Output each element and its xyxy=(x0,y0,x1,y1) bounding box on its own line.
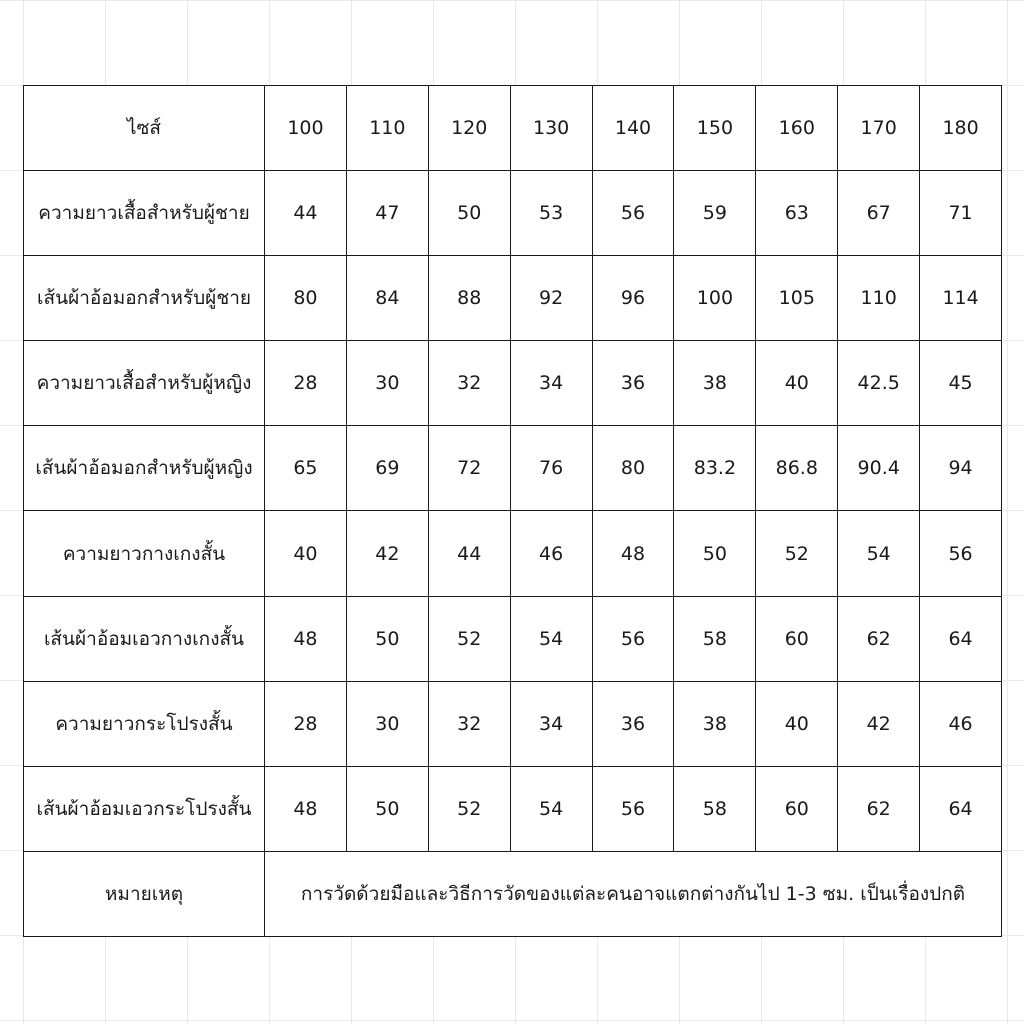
value-cell[interactable]: 48 xyxy=(592,511,674,596)
table-row xyxy=(24,681,1002,766)
value-cell[interactable]: 71 xyxy=(920,171,1002,256)
value-cell[interactable]: 59 xyxy=(674,171,756,256)
value-cell[interactable]: 30 xyxy=(346,341,428,426)
row-label-cell[interactable]: เส้นผ้าอ้อมเอวกระโปรงสั้น xyxy=(24,766,265,851)
row-label-cell[interactable]: ความยาวกางเกงสั้น xyxy=(24,511,265,596)
header-label-cell[interactable]: ไซส์ xyxy=(24,86,265,171)
value-cell[interactable]: 44 xyxy=(265,171,347,256)
value-cell[interactable]: 50 xyxy=(428,171,510,256)
value-cell[interactable]: 30 xyxy=(346,681,428,766)
value-cell[interactable]: 83.2 xyxy=(674,426,756,511)
value-cell[interactable]: 90.4 xyxy=(838,426,920,511)
value-cell[interactable]: 92 xyxy=(510,256,592,341)
value-cell[interactable]: 56 xyxy=(592,596,674,681)
value-cell[interactable]: 69 xyxy=(346,426,428,511)
value-cell[interactable]: 40 xyxy=(756,681,838,766)
value-cell[interactable]: 67 xyxy=(838,171,920,256)
note-label-cell[interactable]: หมายเหตุ xyxy=(24,851,265,936)
row-label-cell[interactable]: เส้นผ้าอ้อมเอวกางเกงสั้น xyxy=(24,596,265,681)
row-label-cell[interactable]: เส้นผ้าอ้อมอกสำหรับผู้หญิง xyxy=(24,426,265,511)
value-cell[interactable]: 110 xyxy=(838,256,920,341)
value-cell[interactable]: 80 xyxy=(592,426,674,511)
value-cell[interactable]: 36 xyxy=(592,681,674,766)
size-header-cell[interactable]: 150 xyxy=(674,86,756,171)
value-cell[interactable]: 86.8 xyxy=(756,426,838,511)
value-cell[interactable]: 56 xyxy=(920,511,1002,596)
size-chart-body xyxy=(24,86,1002,937)
value-cell[interactable]: 42 xyxy=(346,511,428,596)
value-cell[interactable]: 96 xyxy=(592,256,674,341)
row-label-cell[interactable]: เส้นผ้าอ้อมอกสำหรับผู้ชาย xyxy=(24,256,265,341)
table-row xyxy=(24,256,1002,341)
value-cell[interactable]: 32 xyxy=(428,681,510,766)
value-cell[interactable]: 50 xyxy=(346,766,428,851)
size-header-cell[interactable]: 170 xyxy=(838,86,920,171)
value-cell[interactable]: 56 xyxy=(592,171,674,256)
value-cell[interactable]: 48 xyxy=(265,766,347,851)
value-cell[interactable]: 65 xyxy=(265,426,347,511)
value-cell[interactable]: 76 xyxy=(510,426,592,511)
value-cell[interactable]: 64 xyxy=(920,766,1002,851)
value-cell[interactable]: 54 xyxy=(838,511,920,596)
value-cell[interactable]: 46 xyxy=(510,511,592,596)
value-cell[interactable]: 50 xyxy=(346,596,428,681)
size-chart-table xyxy=(23,85,1002,937)
value-cell[interactable]: 72 xyxy=(428,426,510,511)
size-header-cell[interactable]: 110 xyxy=(346,86,428,171)
row-label-cell[interactable]: ความยาวกระโปรงสั้น xyxy=(24,681,265,766)
table-row xyxy=(24,341,1002,426)
value-cell[interactable]: 88 xyxy=(428,256,510,341)
value-cell[interactable]: 36 xyxy=(592,341,674,426)
value-cell[interactable]: 52 xyxy=(428,766,510,851)
size-header-cell[interactable]: 160 xyxy=(756,86,838,171)
value-cell[interactable]: 64 xyxy=(920,596,1002,681)
value-cell[interactable]: 54 xyxy=(510,596,592,681)
value-cell[interactable]: 42 xyxy=(838,681,920,766)
value-cell[interactable]: 42.5 xyxy=(838,341,920,426)
value-cell[interactable]: 52 xyxy=(428,596,510,681)
value-cell[interactable]: 58 xyxy=(674,596,756,681)
value-cell[interactable]: 80 xyxy=(265,256,347,341)
value-cell[interactable]: 56 xyxy=(592,766,674,851)
value-cell[interactable]: 114 xyxy=(920,256,1002,341)
value-cell[interactable]: 105 xyxy=(756,256,838,341)
value-cell[interactable]: 47 xyxy=(346,171,428,256)
size-header-cell[interactable]: 120 xyxy=(428,86,510,171)
value-cell[interactable]: 28 xyxy=(265,681,347,766)
table-row xyxy=(24,511,1002,596)
value-cell[interactable]: 94 xyxy=(920,426,1002,511)
row-label-cell[interactable]: ความยาวเสื้อสำหรับผู้หญิง xyxy=(24,341,265,426)
value-cell[interactable]: 45 xyxy=(920,341,1002,426)
value-cell[interactable]: 38 xyxy=(674,681,756,766)
size-header-cell[interactable]: 100 xyxy=(265,86,347,171)
value-cell[interactable]: 38 xyxy=(674,341,756,426)
note-row xyxy=(24,851,1002,936)
header-row xyxy=(24,86,1002,171)
value-cell[interactable]: 84 xyxy=(346,256,428,341)
value-cell[interactable]: 63 xyxy=(756,171,838,256)
value-cell[interactable]: 100 xyxy=(674,256,756,341)
value-cell[interactable]: 53 xyxy=(510,171,592,256)
value-cell[interactable]: 40 xyxy=(265,511,347,596)
value-cell[interactable]: 46 xyxy=(920,681,1002,766)
size-header-cell[interactable]: 180 xyxy=(920,86,1002,171)
size-header-cell[interactable]: 140 xyxy=(592,86,674,171)
value-cell[interactable]: 40 xyxy=(756,341,838,426)
value-cell[interactable]: 58 xyxy=(674,766,756,851)
value-cell[interactable]: 28 xyxy=(265,341,347,426)
value-cell[interactable]: 60 xyxy=(756,766,838,851)
row-label-cell[interactable]: ความยาวเสื้อสำหรับผู้ชาย xyxy=(24,171,265,256)
value-cell[interactable]: 44 xyxy=(428,511,510,596)
value-cell[interactable]: 60 xyxy=(756,596,838,681)
note-text-cell[interactable]: การวัดด้วยมือและวิธีการวัดของแต่ละคนอาจแตกต่างกันไป 1-3 ซม. เป็นเรื่องปกติ xyxy=(265,851,1002,936)
value-cell[interactable]: 54 xyxy=(510,766,592,851)
table-row xyxy=(24,596,1002,681)
table-row xyxy=(24,171,1002,256)
value-cell[interactable]: 34 xyxy=(510,681,592,766)
table-row xyxy=(24,426,1002,511)
value-cell[interactable]: 34 xyxy=(510,341,592,426)
value-cell[interactable]: 62 xyxy=(838,766,920,851)
value-cell[interactable]: 50 xyxy=(674,511,756,596)
value-cell[interactable]: 32 xyxy=(428,341,510,426)
table-row xyxy=(24,766,1002,851)
size-header-cell[interactable]: 130 xyxy=(510,86,592,171)
value-cell[interactable]: 48 xyxy=(265,596,347,681)
value-cell[interactable]: 62 xyxy=(838,596,920,681)
value-cell[interactable]: 52 xyxy=(756,511,838,596)
